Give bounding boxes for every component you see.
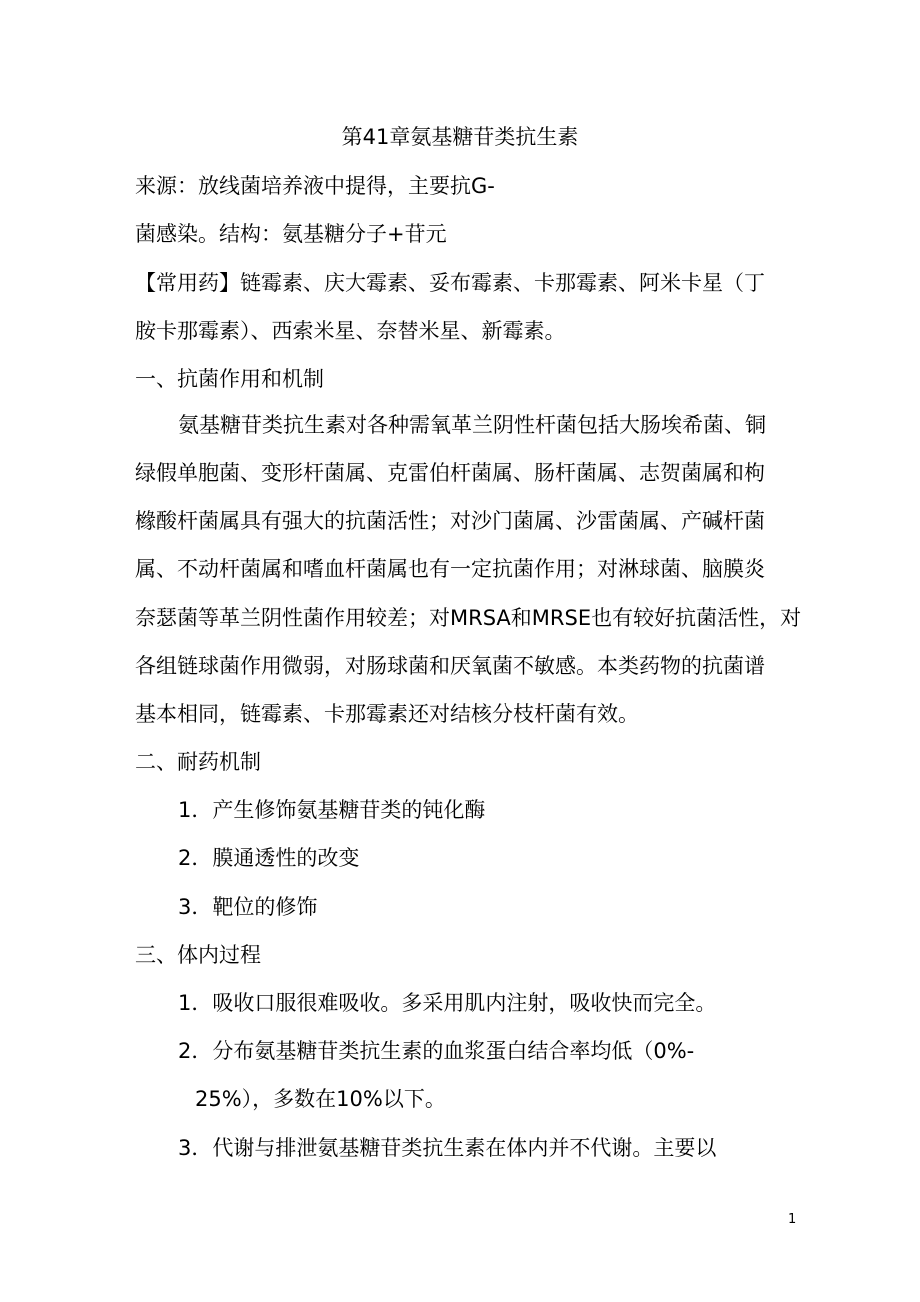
list-item-continuation: 25%），多数在10%以下。 — [195, 1087, 446, 1111]
section-heading: 三、体内过程 — [135, 943, 261, 967]
list-item: 2．分布氨基糖苷类抗生素的血浆蛋白结合率均低（0%- — [178, 1039, 695, 1063]
list-item: 2．膜通透性的改变 — [178, 846, 360, 870]
list-item: 3．靶位的修饰 — [178, 895, 318, 919]
intro-line: 胺卡那霉素）、西索米星、奈替米星、新霉素。 — [135, 319, 566, 343]
paragraph-line: 各组链球菌作用微弱，对肠球菌和厌氧菌不敏感。本类药物的抗菌谱 — [135, 654, 765, 678]
list-item: 1．产生修饰氨基糖苷类的钝化酶 — [178, 798, 486, 822]
list-item: 3．代谢与排泄氨基糖苷类抗生素在体内并不代谢。主要以 — [178, 1136, 717, 1160]
intro-line: 【常用药】链霉素、庆大霉素、妥布霉素、卡那霉素、阿米卡星（丁 — [135, 271, 765, 295]
paragraph-line: 基本相同，链霉素、卡那霉素还对结核分枝杆菌有效。 — [135, 702, 639, 726]
paragraph-line: 属、不动杆菌属和嗜血杆菌属也有一定抗菌作用；对淋球菌、脑膜炎 — [135, 557, 765, 581]
paragraph-line: 奈瑟菌等革兰阴性菌作用较差；对MRSA和MRSE也有较好抗菌活性，对 — [135, 606, 802, 630]
list-item: 1．吸收口服很难吸收。多采用肌内注射，吸收快而完全。 — [178, 991, 717, 1015]
intro-line: 来源：放线菌培养液中提得，主要抗G- — [135, 174, 495, 198]
chapter-title: 第41章氨基糖苷类抗生素 — [341, 125, 579, 149]
page-number: 1 — [788, 1212, 797, 1227]
paragraph-line: 橼酸杆菌属具有强大的抗菌活性；对沙门菌属、沙雷菌属、产碱杆菌 — [135, 509, 765, 533]
intro-line: 菌感染。结构：氨基糖分子+苷元 — [135, 222, 447, 246]
section-heading: 二、耐药机制 — [135, 750, 261, 774]
section-heading: 一、抗菌作用和机制 — [135, 367, 324, 391]
paragraph-line: 绿假单胞菌、变形杆菌属、克雷伯杆菌属、肠杆菌属、志贺菌属和枸 — [135, 461, 765, 485]
paragraph-line: 氨基糖苷类抗生素对各种需氧革兰阴性杆菌包括大肠埃希菌、铜 — [178, 413, 766, 437]
